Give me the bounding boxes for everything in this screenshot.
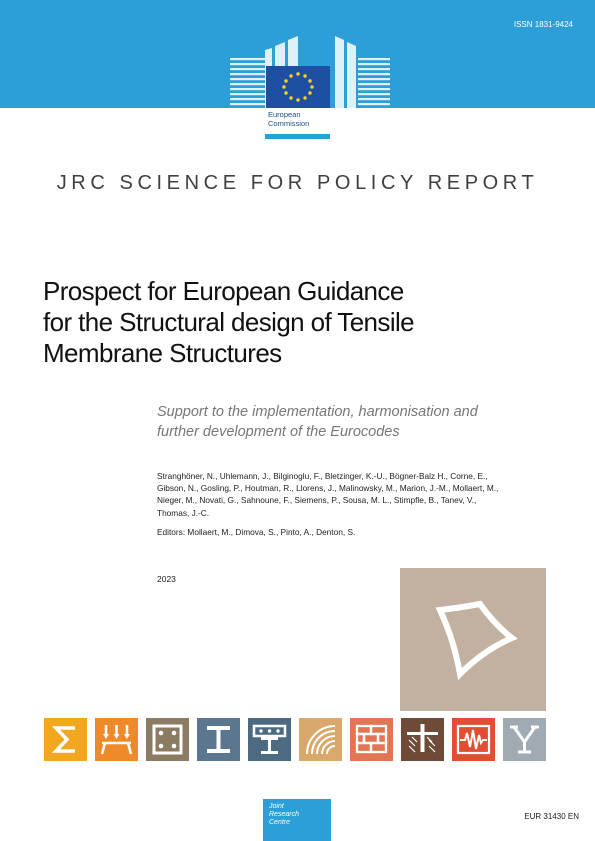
authors-line-2: Gibson, N., Gosling, P., Houtman, R., Llorens, J., Malinowsky, M., Marion, J.-M., Mollaert, M., [157,483,499,494]
title-line-3: Membrane Structures [43,338,282,368]
title-line-2: for the Structural design of Tensile [43,307,415,337]
title-line-1: Prospect for European Guidance [43,276,404,306]
masonry-icon [350,718,393,761]
subtitle-line-1: Support to the implementation, harmonisation and [157,404,478,420]
publication-year: 2023 [157,574,176,584]
steel-beam-icon [197,718,240,761]
authors-list [157,470,537,519]
seismic-icon [452,718,495,761]
sigma-icon [44,718,87,761]
concrete-section-icon [146,718,189,761]
loads-icon [95,718,138,761]
jrc-logo [263,799,331,841]
jrc-line-2: Research [269,811,299,818]
report-number: EUR 31430 EN [524,812,579,821]
geotechnical-icon [401,718,444,761]
commission-underline [265,134,330,139]
authors-line-1: Stranghöner, N., Uhlemann, J., Bilginoglu, F., Bletzinger, K.-U., Bögner-Balz H., Corne, E., [157,471,488,481]
authors-line-4: Thomas, J.-C. [157,507,210,518]
jrc-line-3: Centre [269,819,291,826]
commission-line-1: European [268,110,301,119]
series-title: JRC SCIENCE FOR POLICY REPORT [56,172,539,194]
membrane-feature-tile [400,568,546,711]
authors-line-3: Nieger, M., Novati, G., Sahnoune, F., Siemens, P., Sousa, M. L., Stimpfle, B., Tanev, V., [157,495,477,506]
jrc-line-1: Joint [269,803,284,810]
aluminium-icon [503,718,546,761]
tensile-membrane-icon [400,568,546,711]
timber-icon [299,718,342,761]
composite-section-icon [248,718,291,761]
european-commission-logo [230,30,390,140]
commission-line-2: Commission [268,119,310,128]
report-title [43,276,523,369]
report-subtitle [157,402,537,442]
subtitle-line-2: further development of the Eurocodes [157,424,400,440]
issn-number: ISSN 1831-9424 [513,20,573,29]
commission-label [268,110,309,128]
editors-list: Editors: Mollaert, M., Dimova, S., Pinto, A., Denton, S. [157,527,356,537]
